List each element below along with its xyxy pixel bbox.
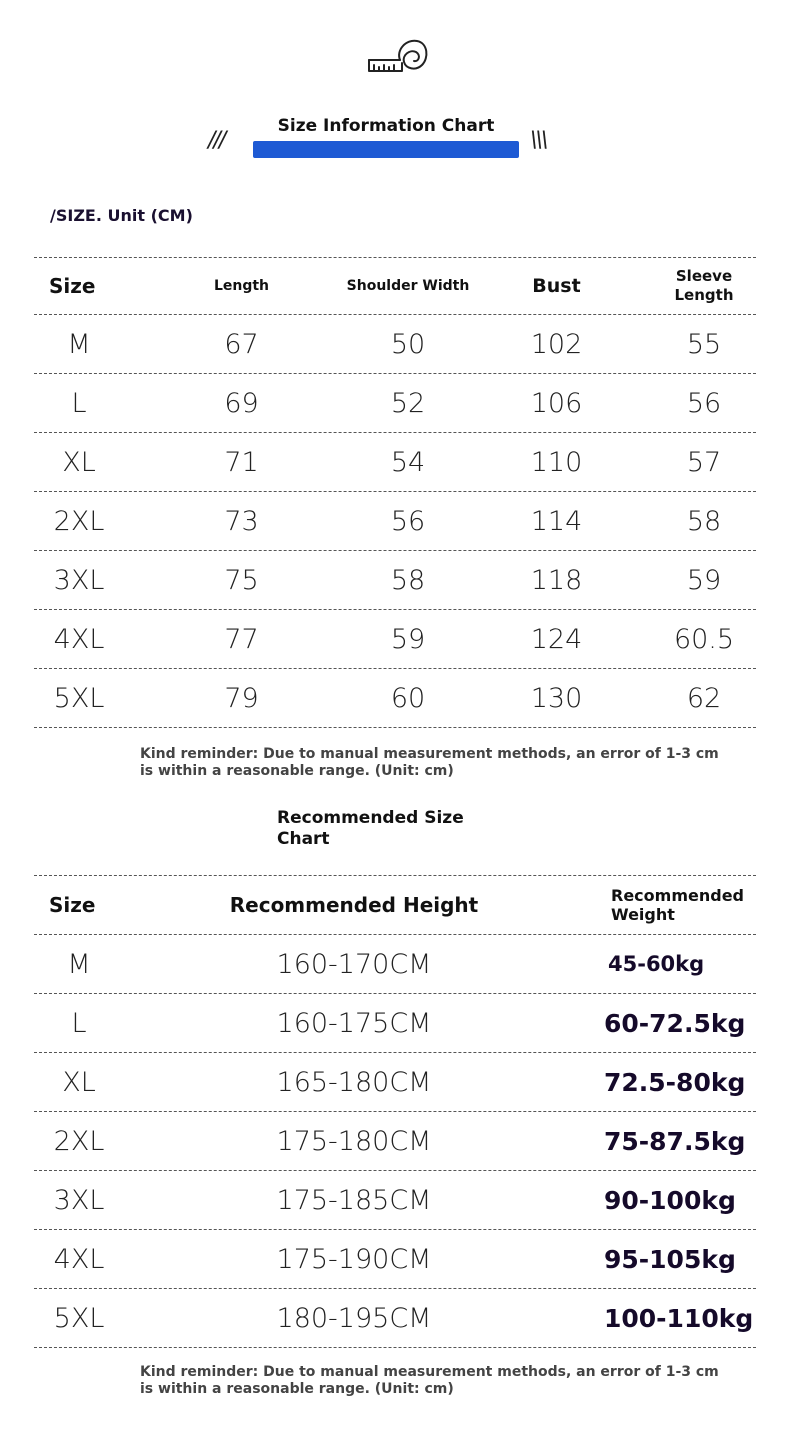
cell-bust: 102: [530, 328, 583, 360]
table-row: [34, 934, 756, 993]
cell-shoulder-width: 52: [390, 387, 426, 419]
header-recommended-weight: Recommended Weight: [611, 886, 744, 924]
page-title: Size Information Chart: [277, 116, 495, 136]
cell-sleeve-length: 58: [686, 505, 722, 537]
table-row: [34, 668, 756, 728]
cell-shoulder-width: 60: [390, 682, 426, 714]
header-size: Size: [49, 893, 96, 917]
cell-size: 5XL: [53, 682, 105, 714]
cell-size: XL: [62, 446, 96, 478]
header-shoulder-width: Shoulder Width: [346, 278, 470, 294]
header-length: Length: [213, 278, 270, 294]
table-row: [34, 1052, 756, 1111]
slash-decoration-left: ///: [208, 128, 225, 153]
table-row: [34, 993, 756, 1052]
cell-shoulder-width: 54: [390, 446, 426, 478]
cell-weight: 75-87.5kg: [604, 1126, 746, 1156]
header-bust: Bust: [532, 275, 581, 297]
cell-weight: 90-100kg: [604, 1185, 736, 1215]
cell-size: 3XL: [53, 1184, 105, 1216]
reminder-line-1: Kind reminder: Due to manual measurement methods, an error of 1-3 cm: [140, 1364, 719, 1380]
cell-size: 2XL: [53, 505, 105, 537]
table-row: [34, 373, 756, 432]
cell-size: 2XL: [53, 1125, 105, 1157]
cell-sleeve-length: 62: [686, 682, 722, 714]
recommended-size-table: [34, 875, 756, 1348]
cell-weight: 72.5-80kg: [604, 1067, 746, 1097]
table-row: [34, 1111, 756, 1170]
cell-size: 4XL: [53, 623, 105, 655]
cell-bust: 130: [530, 682, 583, 714]
table-row: [34, 432, 756, 491]
cell-size: L: [71, 387, 87, 419]
cell-bust: 106: [530, 387, 583, 419]
cell-height: 175-185CM: [276, 1184, 432, 1216]
table-row: [34, 1229, 756, 1288]
table-row: [34, 491, 756, 550]
cell-sleeve-length: 55: [686, 328, 722, 360]
cell-size: M: [67, 328, 91, 360]
header-sleeve-length: Sleeve Length: [674, 267, 734, 304]
recommended-size-title: [277, 808, 477, 850]
cell-sleeve-length: 59: [686, 564, 722, 596]
header-size: Size: [49, 274, 96, 298]
cell-bust: 110: [530, 446, 583, 478]
cell-sleeve-length: 56: [686, 387, 722, 419]
cell-length: 69: [224, 387, 259, 419]
cell-shoulder-width: 50: [390, 328, 426, 360]
cell-weight: 95-105kg: [604, 1244, 736, 1274]
cell-bust: 124: [530, 623, 583, 655]
rec-title-line-2: Chart: [277, 829, 330, 849]
cell-weight: 60-72.5kg: [604, 1008, 746, 1038]
cell-size: 5XL: [53, 1302, 105, 1334]
rec-table-header: [34, 875, 756, 934]
cell-shoulder-width: 58: [390, 564, 426, 596]
cell-shoulder-width: 59: [390, 623, 426, 655]
slash-decoration-right: \\\: [530, 128, 547, 153]
cell-length: 73: [224, 505, 259, 537]
cell-bust: 118: [530, 564, 583, 596]
cell-bust: 114: [530, 505, 583, 537]
cell-weight: 45-60kg: [608, 952, 705, 976]
cell-size: M: [67, 948, 91, 980]
cell-sleeve-length: 60.5: [673, 623, 735, 655]
cell-size: L: [71, 1007, 87, 1039]
cell-length: 75: [224, 564, 259, 596]
title-accent-bar: [253, 141, 519, 158]
cell-height: 175-190CM: [276, 1243, 432, 1275]
unit-label: /SIZE. Unit (CM): [50, 206, 193, 225]
cell-height: 180-195CM: [276, 1302, 432, 1334]
cell-height: 160-170CM: [276, 948, 432, 980]
cell-sleeve-length: 57: [686, 446, 722, 478]
cell-height: 165-180CM: [276, 1066, 432, 1098]
cell-size: 3XL: [53, 564, 105, 596]
table-row: [34, 609, 756, 668]
cell-height: 175-180CM: [276, 1125, 432, 1157]
measurement-reminder: [140, 1364, 720, 1398]
reminder-line-1: Kind reminder: Due to manual measurement methods, an error of 1-3 cm: [140, 746, 719, 762]
cell-size: 4XL: [53, 1243, 105, 1275]
table-row: [34, 314, 756, 373]
title-row: [0, 112, 790, 172]
measuring-tape-icon: [360, 34, 432, 78]
measurement-reminder: [140, 746, 720, 780]
cell-shoulder-width: 56: [390, 505, 426, 537]
rec-title-line-1: Recommended Size: [277, 808, 464, 828]
cell-weight: 100-110kg: [604, 1303, 754, 1333]
table-row: [34, 550, 756, 609]
cell-length: 77: [224, 623, 259, 655]
cell-length: 79: [224, 682, 259, 714]
cell-height: 160-175CM: [276, 1007, 432, 1039]
reminder-line-2: is within a reasonable range. (Unit: cm): [140, 763, 454, 779]
cell-length: 67: [224, 328, 259, 360]
table-row: [34, 1288, 756, 1348]
cell-size: XL: [62, 1066, 96, 1098]
size-table-header: [34, 257, 756, 314]
cell-length: 71: [224, 446, 259, 478]
table-row: [34, 1170, 756, 1229]
header-recommended-height: Recommended Height: [229, 893, 479, 917]
reminder-line-2: is within a reasonable range. (Unit: cm): [140, 1381, 454, 1397]
size-table: [34, 257, 756, 728]
